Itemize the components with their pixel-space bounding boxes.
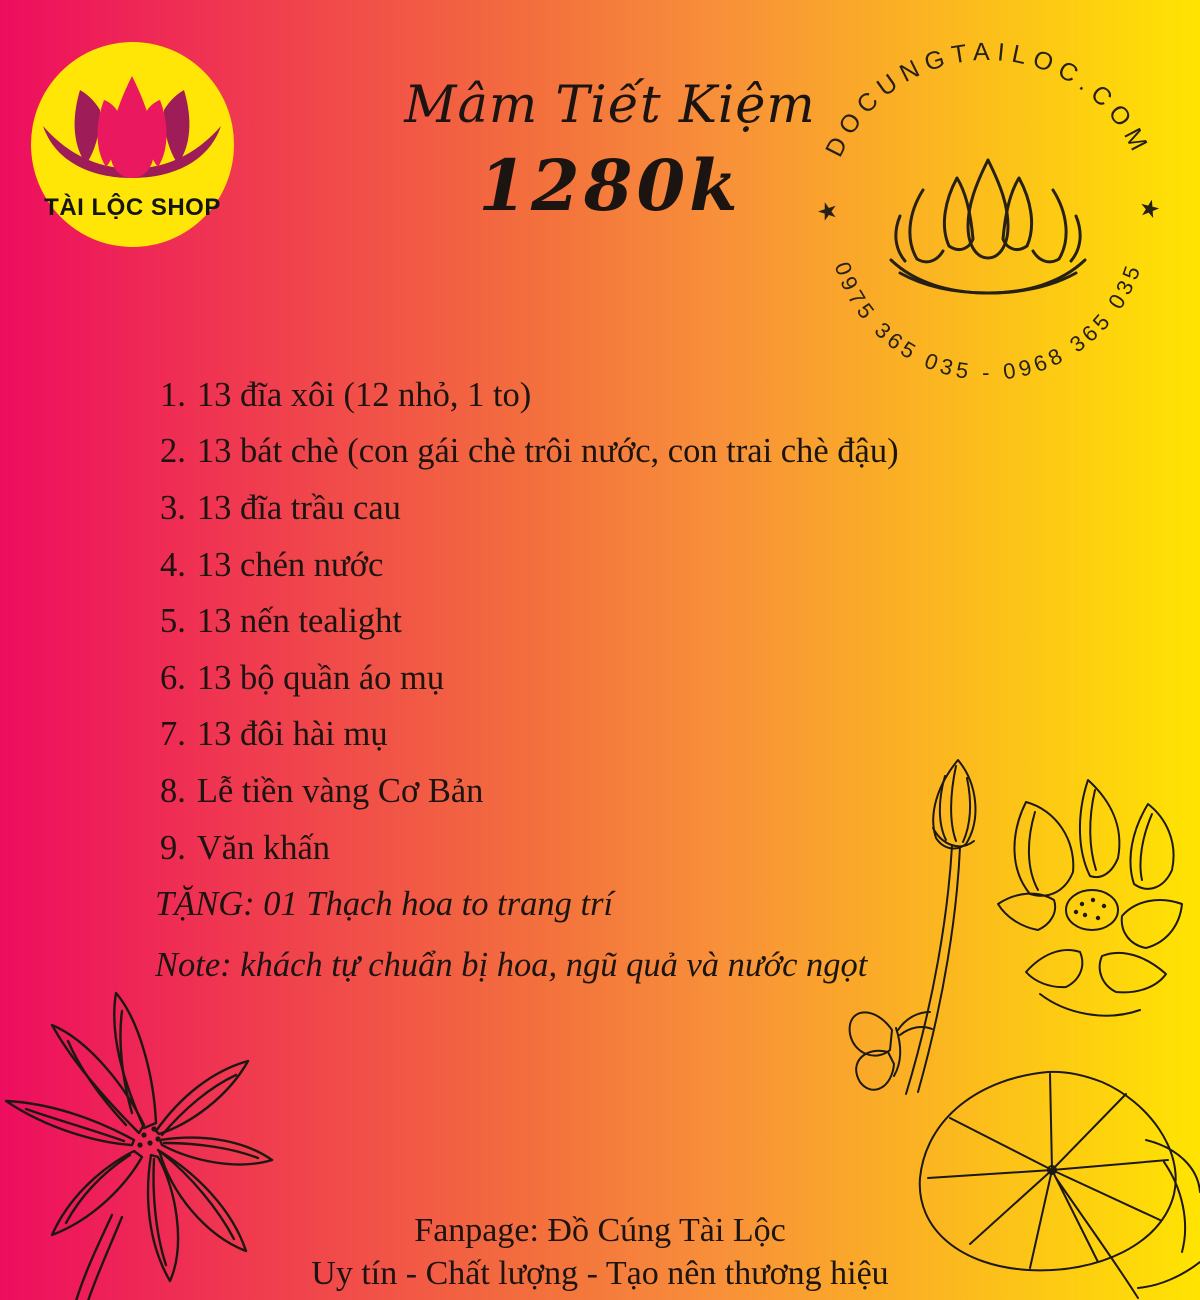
menu-item — [155, 707, 1055, 764]
item-label: 13 đĩa trầu cau — [196, 488, 401, 527]
item-label: Văn khấn — [196, 828, 331, 867]
price-label: 1280k — [478, 144, 742, 227]
brand-logo — [31, 42, 234, 247]
menu-item — [155, 820, 1055, 877]
item-label: 13 nến tealight — [196, 602, 402, 641]
website-arc-label — [820, 38, 1156, 162]
note-line: Note: khách tự chuẩn bị hoa, ngũ quả và nước ngọt — [155, 945, 868, 984]
item-number: 4. — [160, 545, 186, 584]
gift-line: TẶNG: 01 Thạch hoa to trang trí — [155, 885, 614, 924]
item-label: 13 bát chè (con gái chè trôi nước, con trai chè đậu) — [196, 432, 899, 471]
contact-badge — [805, 20, 1171, 400]
item-number: 1. — [160, 375, 186, 414]
menu-item — [155, 763, 1055, 820]
menu-list — [155, 367, 1055, 994]
shop-name-label: TÀI LỘC SHOP — [44, 194, 221, 221]
fanpage-line: Fanpage: Đồ Cúng Tài Lộc — [414, 1212, 786, 1249]
website-text: DOCUNGTAILOC.COM — [820, 37, 1156, 162]
item-label: 13 chén nước — [196, 545, 384, 584]
item-label: 13 đĩa xôi (12 nhỏ, 1 to) — [196, 375, 532, 414]
item-number: 6. — [160, 658, 186, 697]
item-number: 8. — [160, 771, 186, 810]
item-number: 9. — [160, 828, 186, 867]
flower-line-art-left — [0, 983, 284, 1300]
page-title: Mâm Tiết Kiệm — [404, 76, 816, 135]
item-number: 3. — [160, 488, 186, 527]
menu-item — [155, 650, 1055, 707]
item-label: Lễ tiền vàng Cơ Bản — [196, 771, 484, 810]
menu-item — [155, 367, 1055, 424]
menu-item — [155, 424, 1055, 481]
item-number: 7. — [160, 715, 186, 754]
item-number: 2. — [160, 432, 186, 471]
phones-text: 0975 365 035 - 0968 365 035 — [829, 258, 1147, 385]
item-number: 5. — [160, 602, 186, 641]
star-icon-left: ★ — [813, 195, 843, 228]
menu-item — [155, 480, 1055, 537]
item-label: 13 bộ quần áo mụ — [196, 658, 445, 697]
menu-item — [155, 537, 1055, 594]
lotus-logo-icon — [42, 72, 222, 182]
star-icon-right: ★ — [1135, 193, 1164, 225]
lotus-outline-icon — [891, 160, 1085, 293]
slogan-line: Uy tín - Chất lượng - Tạo nên thương hiệu — [311, 1255, 889, 1292]
item-label: 13 đôi hài mụ — [196, 715, 388, 754]
menu-item — [155, 593, 1055, 650]
